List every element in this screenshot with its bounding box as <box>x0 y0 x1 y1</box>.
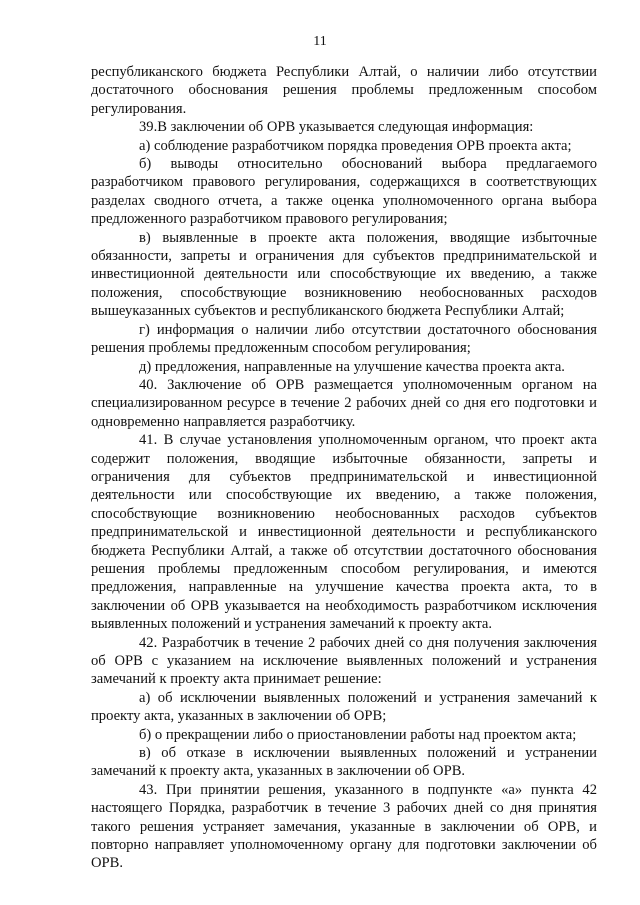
paragraph-42-b: б) о прекращении либо о приостановлении работы над проектом акта; <box>139 726 577 743</box>
paragraph-42: 42. Разработчик в течение 2 рабочих дней со дня получения заключения об ОРВ с указанием на исключение выявленных положений и устранения замечаний к проекту акта принимает решение: <box>91 634 597 688</box>
paragraph-39: 39.В заключении об ОРВ указывается следующая информация: <box>139 119 534 136</box>
paragraph-39-g: г) информация о наличии либо отсутствии достаточного обоснования решения проблемы предложенным способом регулирования; <box>91 321 597 357</box>
paragraph-39-v: в) выявленные в проекте акта положения, вводящие избыточные обязанности, запреты и ограничения для субъектов предпринимательской и инвестиционной деятельности или способствующие их введению, а также положения, способствующие возникновению необоснованных расходов вышеуказанных субъектов и республиканского бюджета Республики Алтай; <box>91 229 597 320</box>
paragraph-43: 43. При принятии решения, указанного в подпункте «а» пункта 42 настоящего Порядка, разработчик в течение 3 рабочих дней со дня принятия такого решения устраняет замечания, указанные в заключении об ОРВ, и повторно направляет уполномоченному органу для подготовки заключении об ОРВ. <box>91 781 597 872</box>
paragraph-42-v: в) об отказе в исключении выявленных положений и устранении замечаний к проекту акта, указанных в заключении об ОРВ. <box>91 745 597 780</box>
paragraph-39-a: а) соблюдение разработчиком порядка проведения ОРВ проекта акта; <box>139 137 572 154</box>
paragraph-41: 41. В случае установления уполномоченным органом, что проект акта содержит положения, вводящие избыточные обязанности, запреты и ограничения для субъектов предпринимательской и инвестиционной деятельности или способствующие их введению, а также положения, способствующие возникновению необоснованных расходов субъектов предпринимательской и инвестиционной деятельности и республиканского бюджета Республики Алтай, а также об отсутствии достаточного обоснования решения проблемы предложенным способом регулирования, и имеются предложения, направленные на улучшение качества проекта акта, то в заключении об ОРВ указывается на необходимость разработчиком исключения выявленных положений и устранения замечаний к проекту акта. <box>91 432 597 633</box>
paragraph-42-a: а) об исключении выявленных положений и устранения замечаний к проекту акта, указанных в заключении об ОРВ; <box>91 689 597 725</box>
paragraph-40: 40. Заключение об ОРВ размещается уполномоченным органом на специализированном ресурсе в течение 2 рабочих дней со дня его подготовки и одновременно направляется разработчику. <box>91 376 597 430</box>
page-number: 11 <box>313 34 327 49</box>
paragraph-continuation: республиканского бюджета Республики Алтай, о наличии либо отсутствии достаточного обоснования решения проблемы предложенным способом регулирования. <box>91 64 597 117</box>
paragraph-39-d: д) предложения, направленные на улучшение качества проекта акта. <box>139 358 565 375</box>
paragraph-39-b: б) выводы относительно обоснований выбора предлагаемого разработчиком правового регулирования, содержащихся в соответствующих разделах сводного отчета, а также оценка уполномоченного органа выбора предложенного разработчиком правового регулирования; <box>91 156 597 228</box>
document-body <box>91 63 597 873</box>
